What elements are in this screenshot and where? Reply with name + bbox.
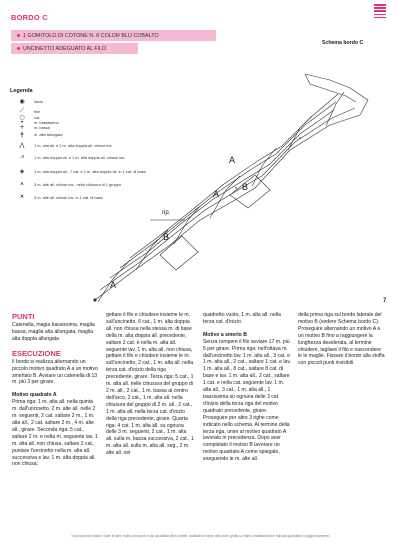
page-title: BORDO C — [11, 13, 48, 22]
esecuzione-body: Il bordo si realizza alternando un piccolo motivo quadrato A a un motivo smerlato B. Avviare un catenella di 13 m. più 3 per girare. — [12, 358, 98, 386]
motivo-a-row-1: Prima riga: 1 m. alta all. nella quinta m. dall'uncinetto, 2 m. alte all. nelle 2 m. seguenti, 2 cat. saltare 2 m., 1 m. alta all., 2 cat. saltare 2 m., 4 m. alte all., girare. — [12, 399, 96, 433]
cluster-2-icon: ⩘ — [20, 153, 24, 160]
single-crochet-icon: + — [19, 123, 25, 131]
double-crochet-icon: ǂ — [20, 130, 24, 138]
punti-heading: PUNTI — [12, 312, 35, 321]
legend-text: 1 m. alta doppia all. e 1 m. alta doppia all. chiuse ins. — [34, 154, 126, 160]
cluster-3-icon: ◈ — [19, 167, 25, 175]
motivo-b-heading: Motivo a smerlo B — [203, 331, 247, 338]
column-4 — [298, 312, 386, 367]
esecuzione-heading: ESECUZIONE — [12, 348, 61, 358]
diagram-dots — [93, 137, 300, 301]
legend-text: fine — [34, 108, 41, 114]
legend-text: 3 m. alte all. chiuse ins., nella chiusura di 1 gruppo — [34, 181, 122, 187]
legend-text: 1 m. alta all. e 1 m. alta doppia all. chiuse ins. — [34, 142, 113, 148]
diagram-strokes — [95, 74, 368, 302]
materials-item-1-text: 1 GOMITOLO DI COTONE N. 8 COLOR BLU COBALTO — [23, 32, 159, 39]
chain-icon: ○ — [19, 113, 25, 121]
label-repeat: rip. — [162, 210, 171, 216]
col2-part-a: gettare il filo e chiudere insieme le m. sull'uncinetto, 6 cat., 1 m. alta doppia all. non chiusa nella stessa m. di base della m. alta doppia all. precedente, saltare 2 cat. e nella m. alta all. seguente lav. 1 m. alta all. non chiusa, gettare il filo e chiudere insieme le m. sull'uncinetto, 2 cat., 1 m. alta all. nella terza cat. d'inizio della riga precedente, girare. — [106, 312, 194, 381]
legend-text: cat. — [34, 114, 41, 120]
column-1 — [12, 312, 100, 468]
col4-part-a: della prima riga sul bordo laterale del motivo B (vedere Schema bordo C). Proseguire alternando un motivo A a un motivo B fino a raggiungere la lunghezza desiderata, al termine chiudere, tagliare il filo e nascondere le le maglie. Fissare il bordo alla stoffa con piccoli punti invisibili. — [298, 312, 385, 367]
cluster-5-icon: ⩙ — [20, 193, 24, 200]
label-a-mid: A — [213, 189, 220, 199]
label-b-mid: B — [163, 232, 170, 242]
column-2 — [106, 312, 194, 457]
corner-stripes-decoration — [374, 4, 386, 20]
materials-item-2-text: UNCINETTO ADEGUATO AL FILO — [23, 45, 107, 52]
punti-body: Catenella, magia bassissima, maglia bassa, maglia alta allungata, maglia alta doppia allungata — [12, 322, 95, 342]
legend-text: m. bassa — [34, 124, 50, 130]
page-number: 7 — [383, 298, 387, 304]
col3-part-a: quadretto vuoto, 1 m. alta all. nella terza cat. d'inizio. — [203, 312, 281, 325]
col2-part-b: Terza riga: 5 cat., 1 m. alta all. nelle chiusura del gruppo di 2 m. all., 2 cat., 1 m. bassa al centro dell'arco, 2 cat., 1 m. alta all. nella chiusura del gruppo di 2 m. all., 2 cat., 1 m. alta all. nella terza cat. d'inizio della riga precedente, girare. — [106, 374, 194, 422]
crochet-diagram — [0, 30, 400, 320]
cluster-4-icon: ⩚ — [20, 180, 24, 187]
legend-text: m. alta allungata — [34, 131, 63, 137]
label-a-low: A — [110, 280, 117, 290]
legend-text: m. bassissima — [34, 119, 59, 125]
legend-text: inizio — [34, 98, 43, 104]
legend-text: 3 m. alte all. chiuse ins. in 1 cat. di base — [34, 194, 103, 200]
footer-note: Trova questa rivista e tutte le altre molto prima,ed in più quotidiani,libri,fumetti, audiolibri,e tanto altro,tutto gratis,su https://eurekaddl.live edicola quotidiani in aggiornamento — [70, 534, 330, 538]
label-b-top: B — [242, 182, 249, 192]
col3-part-c: Prima riga: nell'ottava m. dall'uncinetto lav. 1 m. alta all., 3 cat. e 1 m. alta all., 2 cat., saltare 1 cat. e lav. 1 m. alta all., 8 cat., saltare 8 cat. di base e lav. 1 m. alta all., 2 cat., saltare 1 cat. e nella cat. seguente lav. 1 m. alta all., 3 cat., 1 m. alta all., 1 bassissima su ognuna delle 3 cat. d'inizio della terza riga del motivo quadrato precedente, girare. Proseguire per altre 3 righe come indicato nello schema. Al termine della terza riga, unire al motivo quadrato A lavorato in precedenza. Dopo aver completato il motivo B lavorare un motivo quadrato A come spiegato, eseguendo le m. alte all. — [203, 345, 291, 463]
instructions — [12, 312, 385, 530]
cluster-icon: ⋀ — [19, 141, 25, 149]
slip-stitch-icon: • — [20, 118, 24, 126]
legend-text: 1 m. alta doppia all., 7 cat. e 1 m. alta doppia all. in 1 cat. di base — [34, 168, 146, 174]
col2-part-c: Quarta riga: 4 cat. 1 m. alta all. su ognuna delle 3 m. seguenti, 2 cat., 1 m. alta all. sulla m. bassa successiva, 2 cat., 1 m. alta all. sulla m. alta all. seg., 2 m. alte all. nel — [106, 415, 194, 457]
legend-title: Legenda — [10, 88, 33, 94]
schema-title: Schema bordo C — [322, 40, 364, 46]
col3-part-b: Senza rompere il filo avviare 17 m. più 5 per girare. — [203, 338, 290, 352]
start-icon: ◉ — [19, 97, 25, 105]
motivo-a-row-2: Seconda riga: 5 cat., saltare 2 m. e nella m. seguente lav. 1 m. alta all. non chiusa, saltare 2 cat., puntare l'uncinetto nella m. alta all. successiva e lav. 1 m. alta doppia all. non chiusa, — [12, 426, 98, 468]
column-3 — [203, 312, 291, 463]
motivo-a-heading: Motivo quadrato A — [12, 392, 57, 399]
label-a-top: A — [229, 155, 236, 165]
end-icon: ⟋ — [19, 107, 25, 114]
